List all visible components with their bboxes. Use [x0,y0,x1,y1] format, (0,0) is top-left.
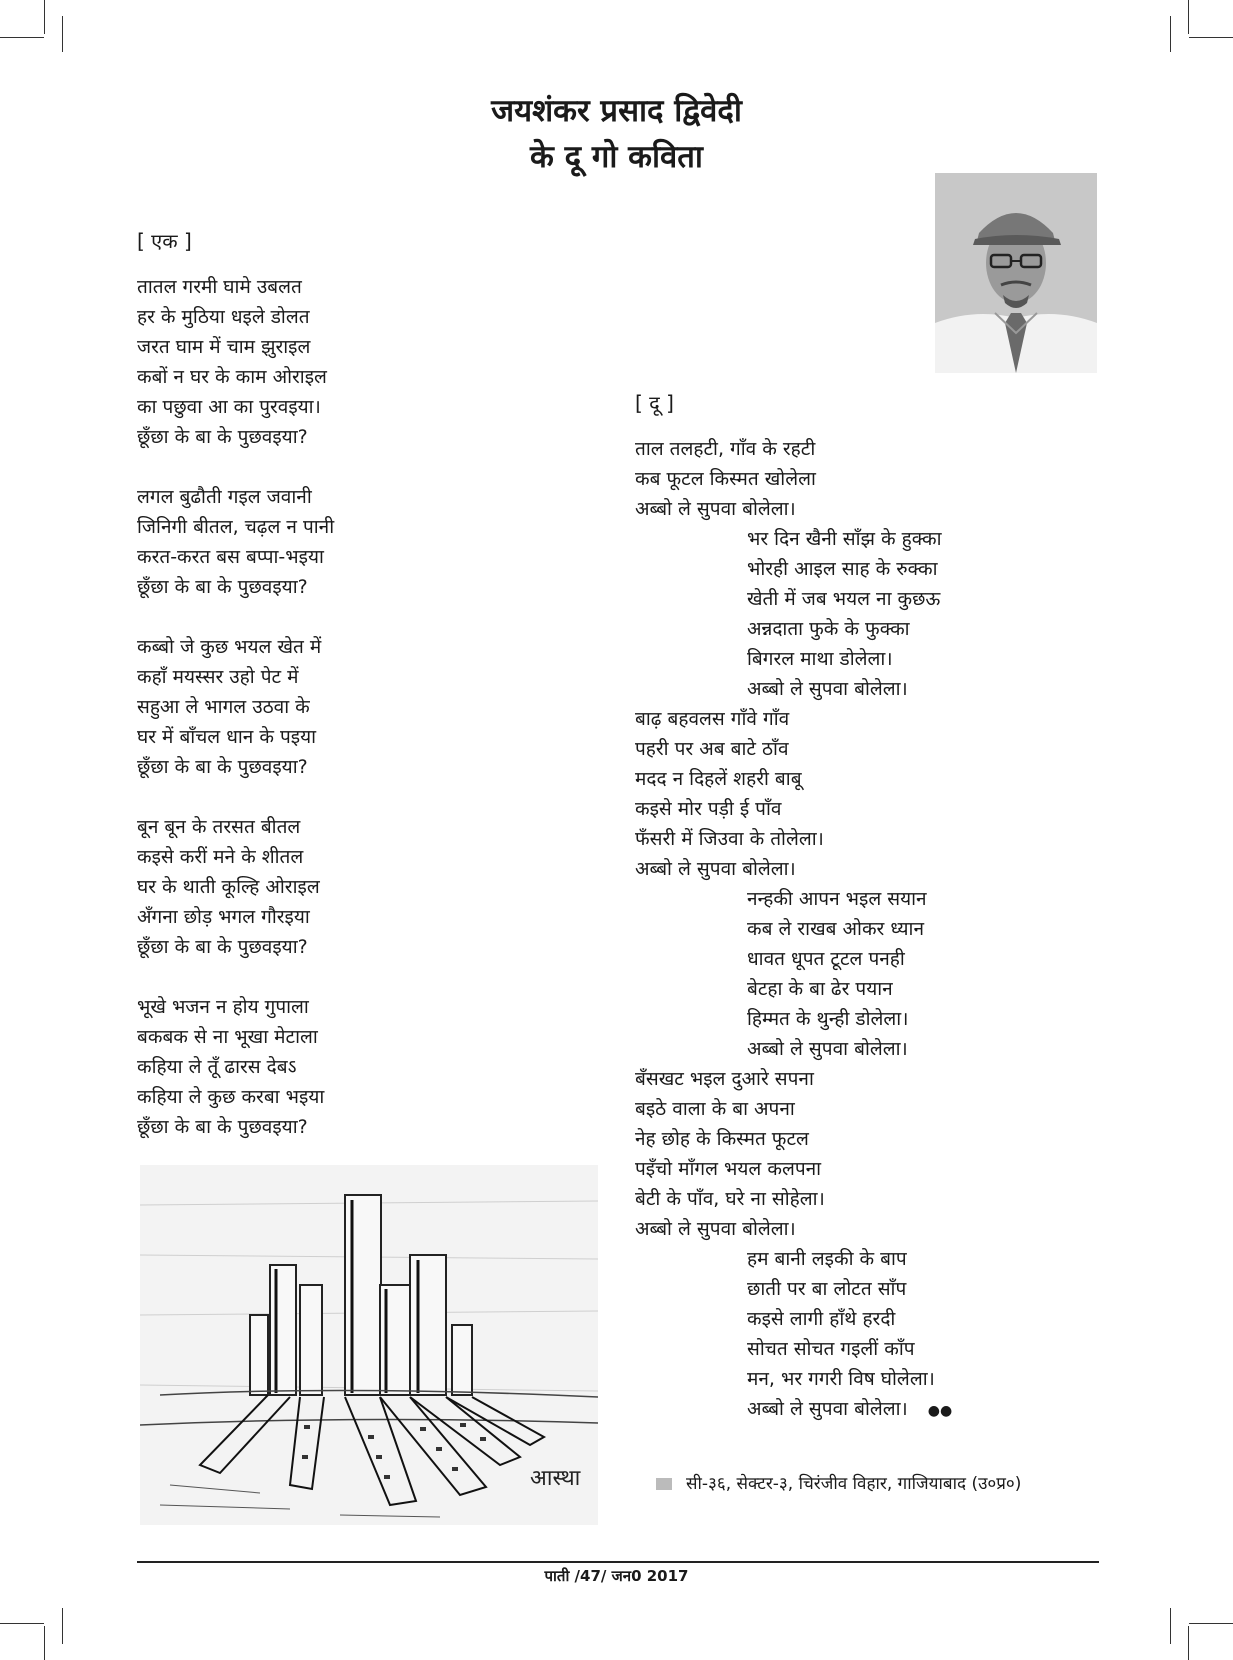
poem-line [635,554,952,584]
poem-line-text: पहरी पर अब बाटे ठाँव [635,738,789,760]
poem-line: कहिया ले कुछ करबा भइया [137,1086,325,1108]
poem-line [635,1394,952,1424]
poem-line-text: खेती में जब भयल ना कुछऊ [747,588,941,610]
end-mark: ●● [927,1403,953,1419]
stanza-gap [137,782,334,812]
poem-line: छूँछा के बा के पुछवइया? [137,576,308,598]
poem-line-text: बँसखट भइल दुआरे सपना [635,1068,814,1090]
poem-line: लगल बुढौती गइल जवानी [137,486,312,508]
poem-line-text: धावत धूपत टूटल पनही [747,948,905,970]
poem-line: जरत घाम में चाम झुराइल [137,336,311,358]
title-subtitle: के दू गो कविता [530,139,703,175]
poem-line: भूखे भजन न होय गुपाला [137,996,309,1018]
poem-line-text: हिम्मत के थुन्ही डोलेला। [747,1008,909,1030]
poem-line-text: अब्बो ले सुपवा बोलेला। [635,1218,796,1240]
author-photo [935,173,1097,373]
poem-line-text: कइसे लागी हाँथे हरदी [747,1308,896,1330]
poem-line: कब्बो जे कुछ भयल खेत में [137,636,322,658]
address-marker [656,1478,672,1490]
sketch-drawing [140,1165,598,1525]
poem-line [635,974,952,1004]
poem-line [635,1064,952,1094]
poem-line: कहिया ले तूँ ढारस देबऽ [137,1056,297,1078]
poem-line [635,494,952,524]
poem-line-text: कब ले राखब ओकर ध्यान [747,918,924,940]
poem-line [635,794,952,824]
poem-line-text: नन्हकी आपन भइल सयान [747,888,927,910]
poem-line [635,734,952,764]
crop-mark [44,1626,45,1660]
poem-line-text: सोचत सोचत गइलीं काँप [747,1338,915,1360]
poem-line-text: अब्बो ले सुपवा बोलेला। [635,498,796,520]
poem-line-text: भोरही आइल साह के रुक्का [747,558,938,580]
poem-line-text: बिगरल माथा डोलेला। [747,648,893,670]
poem-line: हर के मुठिया धइले डोलत [137,306,310,328]
crop-mark [62,1608,63,1644]
poem-line: छूँछा के बा के पुछवइया? [137,936,308,958]
poem-line [635,1244,952,1274]
poem-line [635,824,952,854]
poem-line: कइसे करीं मने के शीतल [137,846,304,868]
author-portrait-drawing [935,173,1097,373]
address-text: सी-३६, सेक्टर-३, चिरंजीव विहार, गाजियाबाद (उ०प्र०) [686,1474,1022,1494]
poem-line [635,1274,952,1304]
poem-line-text: बइठे वाला के बा अपना [635,1098,795,1120]
footer-rule [137,1561,1099,1563]
poem-line: घर के थाती कूल्हि ओराइल [137,876,320,898]
poem-line-text: अन्नदाता फुके के फुक्का [747,618,910,640]
poem-line [635,704,952,734]
poem-line [635,674,952,704]
crop-mark [62,16,63,52]
page-title [0,88,1233,180]
poem-line [635,884,952,914]
poem-line [635,914,952,944]
title-author: जयशंकर प्रसाद द्विवेदी [491,93,742,129]
poem-one [137,226,334,1142]
poem-line [635,1004,952,1034]
poem-line [635,524,952,554]
poem-line: बकबक से ना भूखा मेटाला [137,1026,318,1048]
stanza-gap [137,452,334,482]
poem-line-text: अब्बो ले सुपवा बोलेला। [635,858,796,880]
poem-line [635,464,952,494]
poem-line-text: अब्बो ले सुपवा बोलेला। [747,1398,908,1420]
crop-mark [1188,1626,1189,1660]
poem-line-text: मन, भर गगरी विष घोलेला। [747,1368,935,1390]
poem-line-text: अब्बो ले सुपवा बोलेला। [747,678,908,700]
poem-line-text: बाढ़ बहवलस गाँवे गाँव [635,708,790,730]
crop-mark [1170,1608,1171,1644]
poem-line-text: फँसरी में जिउवा के तोलेला। [635,828,824,850]
poem-line [635,1184,952,1214]
poem-line-text: बेटी के पाँव, घरे ना सोहेला। [635,1188,825,1210]
poem-line-text: बेटहा के बा ढेर पयान [747,978,893,1000]
poem-line [635,1304,952,1334]
poem-line: छूँछा के बा के पुछवइया? [137,426,308,448]
poem-line: छूँछा के बा के पुछवइया? [137,756,308,778]
poem-line: करत-करत बस बप्पा-भइया [137,546,324,568]
poem-line: कहाँ मयस्सर उहो पेट में [137,666,299,688]
crop-mark [0,1623,44,1624]
poem-line [635,1154,952,1184]
poem-line: छूँछा के बा के पुछवइया? [137,1116,308,1138]
poem-line-text: मदद न दिहलें शहरी बाबू [635,768,802,790]
poem-one-heading: [ एक ] [137,229,192,253]
poem-line-text: भर दिन खैनी साँझ के हुक्का [747,528,942,550]
poem-line [635,1034,952,1064]
poem-line [635,944,952,974]
buildings-sketch [140,1165,598,1525]
sketch-signature: आस्था [530,1466,581,1491]
stanza-gap [137,962,334,992]
crop-mark [1188,0,1189,34]
poem-line-text: नेह छोह के किस्मत फूटल [635,1128,809,1150]
poem-line: जिनिगी बीतल, चढ़ल न पानी [137,516,335,538]
crop-mark [1189,37,1233,38]
poem-line [635,644,952,674]
poem-line [635,614,952,644]
poem-two-body [635,434,952,1424]
crop-mark [0,37,44,38]
poem-line-text: हम बानी लइकी के बाप [747,1248,907,1270]
poem-line [635,1214,952,1244]
poem-two [635,388,952,1424]
poem-line [635,434,952,464]
page-footer: पाती /47/ जन0 2017 [544,1567,689,1585]
poem-line [635,1334,952,1364]
poem-line [635,854,952,884]
poem-line [635,1094,952,1124]
poem-line: अँगना छोड़ भगल गौरइया [137,906,310,928]
author-address [656,1471,1021,1494]
poem-line: कबों न घर के काम ओराइल [137,366,327,388]
crop-mark [1170,16,1171,52]
poem-line-text: छाती पर बा लोटत साँप [747,1278,907,1300]
poem-line [635,764,952,794]
crop-mark [44,0,45,34]
crop-mark [1189,1623,1233,1624]
poem-two-heading: [ दू ] [635,391,674,415]
poem-line [635,584,952,614]
poem-line: का पछुवा आ का पुरवइया। [137,396,321,418]
poem-line-text: कब फूटल किस्मत खोलेला [635,468,816,490]
poem-line: बून बून के तरसत बीतल [137,816,301,838]
poem-one-body [137,272,334,1142]
poem-line-text: पइँचो माँगल भयल कलपना [635,1158,822,1180]
poem-line-text: ताल तलहटी, गाँव के रहटी [635,438,816,460]
poem-line: घर में बाँचल धान के पइया [137,726,317,748]
poem-line [635,1124,952,1154]
poem-line [635,1364,952,1394]
poem-line: तातल गरमी घामे उबलत [137,276,302,298]
stanza-gap [137,602,334,632]
poem-line-text: अब्बो ले सुपवा बोलेला। [747,1038,908,1060]
poem-line: सहुआ ले भागल उठवा के [137,696,310,718]
poem-line-text: कइसे मोर पड़ी ई पाँव [635,798,782,820]
